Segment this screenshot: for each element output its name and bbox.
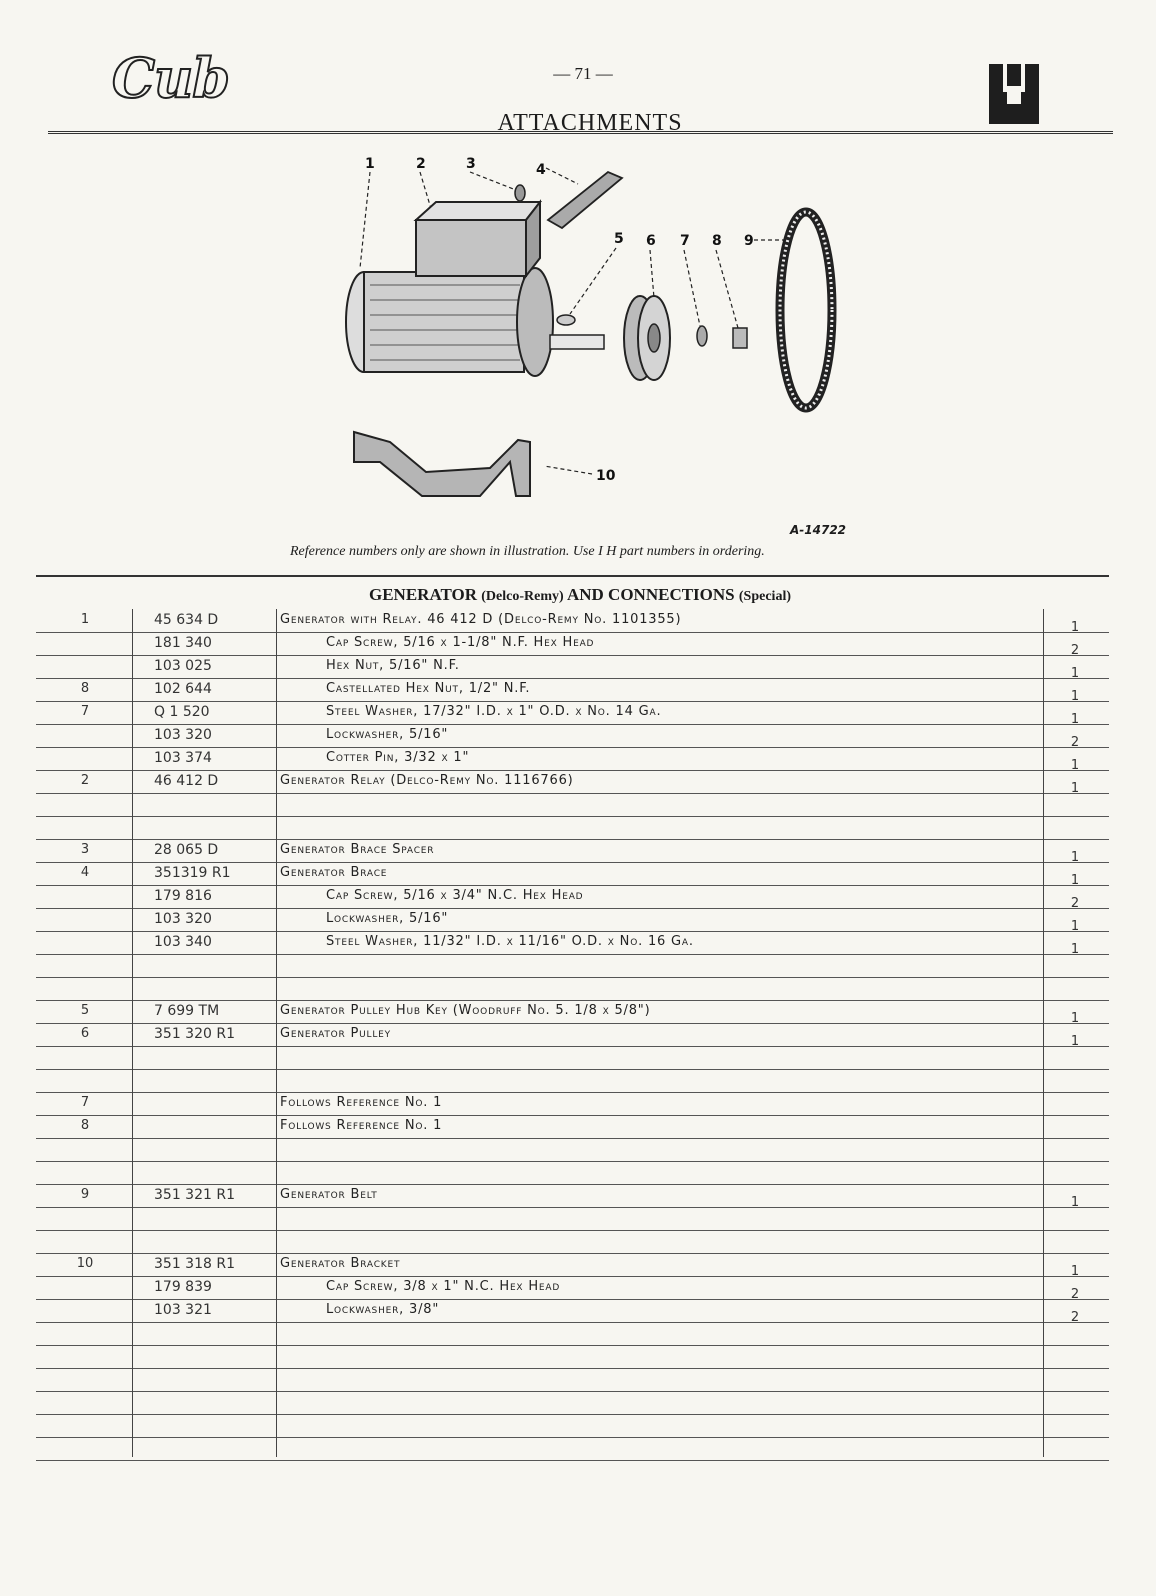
key-icon <box>557 315 575 325</box>
table-row <box>36 1023 1109 1047</box>
quantity-cell: 1 <box>1070 620 1080 635</box>
quantity-cell: 2 <box>1070 1287 1080 1302</box>
part-number-cell: 103 340 <box>154 934 212 950</box>
description-cell: Generator Belt <box>280 1187 378 1202</box>
table-row <box>36 1046 1109 1070</box>
part-number-cell: Q 1 520 <box>154 704 210 720</box>
quantity-cell: 1 <box>1070 942 1080 957</box>
ref-cell: 8 <box>80 681 90 696</box>
table-row <box>36 632 1109 656</box>
quantity-cell: 2 <box>1070 896 1080 911</box>
table-row <box>36 1230 1109 1254</box>
part-number-cell: 7 699 TM <box>154 1003 220 1019</box>
ref-cell: 3 <box>80 842 90 857</box>
part-number-cell: 103 320 <box>154 911 212 927</box>
ref-cell: 10 <box>76 1256 94 1271</box>
ref-cell: 7 <box>80 704 90 719</box>
section-title-part-d: (Special) <box>738 589 791 604</box>
table-row <box>36 1391 1109 1415</box>
part-number-cell: 45 634 D <box>154 612 219 628</box>
description-cell: Generator Relay (Delco-Remy No. 1116766) <box>280 773 574 788</box>
washer-icon <box>697 326 707 346</box>
description-cell: Generator Bracket <box>280 1256 401 1271</box>
description-cell: Follows Reference No. 1 <box>280 1118 443 1133</box>
table-row <box>36 839 1109 863</box>
part-number-cell: 46 412 D <box>154 773 219 789</box>
table-row <box>36 1299 1109 1323</box>
ih-logo-icon <box>987 62 1041 126</box>
part-number-cell: 179 816 <box>154 888 212 904</box>
table-row <box>36 816 1109 840</box>
table-row <box>36 1115 1109 1139</box>
description-cell: Follows Reference No. 1 <box>280 1095 443 1110</box>
description-cell: Cotter Pin, 3/32 x 1" <box>326 750 470 765</box>
ref-cell: 9 <box>80 1187 90 1202</box>
table-top-rule <box>36 575 1109 577</box>
column-divider-ref <box>132 609 133 1457</box>
part-number-cell: 103 320 <box>154 727 212 743</box>
description-cell: Castellated Hex Nut, 1/2" N.F. <box>326 681 531 696</box>
table-row <box>36 1000 1109 1024</box>
quantity-cell: 1 <box>1070 1195 1080 1210</box>
nut-icon <box>733 328 747 348</box>
table-row <box>36 1253 1109 1277</box>
part-number-cell: 103 025 <box>154 658 212 674</box>
part-number-cell: 181 340 <box>154 635 212 651</box>
table-row <box>36 701 1109 725</box>
quantity-cell: 1 <box>1070 758 1080 773</box>
column-divider-part <box>276 609 277 1457</box>
table-row <box>36 1184 1109 1208</box>
table-row <box>36 1322 1109 1346</box>
part-number-cell: 102 644 <box>154 681 212 697</box>
section-title-part-c: AND CONNECTIONS <box>566 585 735 604</box>
column-divider-qty <box>1043 609 1044 1457</box>
ref-cell: 5 <box>80 1003 90 1018</box>
table-row <box>36 609 1109 633</box>
quantity-cell: 1 <box>1070 689 1080 704</box>
quantity-cell: 1 <box>1070 1011 1080 1026</box>
description-cell: Lockwasher, 5/16" <box>326 911 449 926</box>
section-title <box>290 585 870 605</box>
callout-4: 4 <box>536 162 546 178</box>
generator-body-icon <box>346 202 604 376</box>
description-cell: Hex Nut, 5/16" N.F. <box>326 658 460 673</box>
page-title: ATTACHMENTS <box>497 110 683 136</box>
quantity-cell: 2 <box>1070 643 1080 658</box>
table-row <box>36 1207 1109 1231</box>
section-title-part-b: (Delco-Remy) <box>481 589 564 604</box>
spacer-icon <box>515 185 525 201</box>
ref-cell: 4 <box>80 865 90 880</box>
quantity-cell: 1 <box>1070 850 1080 865</box>
header-rule <box>48 131 1113 134</box>
section-title-part-a: GENERATOR <box>368 585 477 604</box>
description-cell: Generator with Relay. 46 412 D (Delco-Remy No. 1101355) <box>280 612 682 627</box>
callout-2: 2 <box>416 156 426 172</box>
pulley-icon <box>624 296 670 380</box>
ref-cell: 8 <box>80 1118 90 1133</box>
callout-10: 10 <box>596 468 616 484</box>
part-number-cell: 351 321 R1 <box>154 1187 235 1203</box>
table-row <box>36 1368 1109 1392</box>
quantity-cell: 1 <box>1070 873 1080 888</box>
description-cell: Steel Washer, 17/32" I.D. x 1" O.D. x No. 14 Ga. <box>326 704 662 719</box>
parts-table <box>36 609 1109 1457</box>
callout-1: 1 <box>365 156 375 172</box>
table-row <box>36 1437 1109 1461</box>
belt-icon <box>780 212 832 408</box>
ref-cell: 6 <box>80 1026 90 1041</box>
table-row <box>36 954 1109 978</box>
ref-cell: 7 <box>80 1095 90 1110</box>
callout-6: 6 <box>646 233 656 249</box>
callout-8: 8 <box>712 233 722 249</box>
table-row <box>36 931 1109 955</box>
cub-logo: Cub <box>112 46 229 110</box>
quantity-cell: 1 <box>1070 919 1080 934</box>
table-row <box>36 1069 1109 1093</box>
quantity-cell: 1 <box>1070 666 1080 681</box>
table-row <box>36 793 1109 817</box>
part-number-cell: 103 374 <box>154 750 212 766</box>
table-row <box>36 977 1109 1001</box>
description-cell: Lockwasher, 3/8" <box>326 1302 440 1317</box>
description-cell: Cap Screw, 3/8 x 1" N.C. Hex Head <box>326 1279 561 1294</box>
ref-cell: 2 <box>80 773 90 788</box>
page-number: — 71 — <box>553 64 613 83</box>
table-row <box>36 885 1109 909</box>
table-row <box>36 1092 1109 1116</box>
quantity-cell: 1 <box>1070 1264 1080 1279</box>
part-number-cell: 351319 R1 <box>154 865 231 881</box>
table-row <box>36 862 1109 886</box>
table-row <box>36 1414 1109 1438</box>
bracket-icon <box>354 432 530 496</box>
description-cell: Lockwasher, 5/16" <box>326 727 449 742</box>
quantity-cell: 2 <box>1070 1310 1080 1325</box>
table-row <box>36 770 1109 794</box>
part-number-cell: 351 318 R1 <box>154 1256 235 1272</box>
description-cell: Generator Brace <box>280 865 388 880</box>
reference-note: Reference numbers only are shown in illustration. Use I H part numbers in ordering. <box>290 544 765 559</box>
brace-icon <box>548 172 622 228</box>
table-row <box>36 1138 1109 1162</box>
part-number-cell: 351 320 R1 <box>154 1026 235 1042</box>
figure-code: A-14722 <box>790 523 847 537</box>
table-row <box>36 1345 1109 1369</box>
table-row <box>36 908 1109 932</box>
table-row <box>36 1161 1109 1185</box>
description-cell: Generator Pulley Hub Key (Woodruff No. 5. 1/8 x 5/8") <box>280 1003 651 1018</box>
callout-5: 5 <box>614 231 624 247</box>
generator-illustration <box>330 150 860 530</box>
callout-7: 7 <box>680 233 690 249</box>
description-cell: Cap Screw, 5/16 x 1-1/8" N.F. Hex Head <box>326 635 595 650</box>
part-number-cell: 103 321 <box>154 1302 212 1318</box>
description-cell: Generator Brace Spacer <box>280 842 435 857</box>
table-row <box>36 1276 1109 1300</box>
description-cell: Steel Washer, 11/32" I.D. x 11/16" O.D. x No. 16 Ga. <box>326 934 694 949</box>
quantity-cell: 2 <box>1070 735 1080 750</box>
quantity-cell: 1 <box>1070 1034 1080 1049</box>
callout-9: 9 <box>744 233 754 249</box>
table-row <box>36 724 1109 748</box>
quantity-cell: 1 <box>1070 781 1080 796</box>
part-number-cell: 28 065 D <box>154 842 219 858</box>
ref-cell: 1 <box>80 612 90 627</box>
description-cell: Generator Pulley <box>280 1026 391 1041</box>
part-number-cell: 179 839 <box>154 1279 212 1295</box>
quantity-cell: 1 <box>1070 712 1080 727</box>
table-row <box>36 747 1109 771</box>
callout-3: 3 <box>466 156 476 172</box>
table-row <box>36 655 1109 679</box>
description-cell: Cap Screw, 5/16 x 3/4" N.C. Hex Head <box>326 888 584 903</box>
table-row <box>36 678 1109 702</box>
